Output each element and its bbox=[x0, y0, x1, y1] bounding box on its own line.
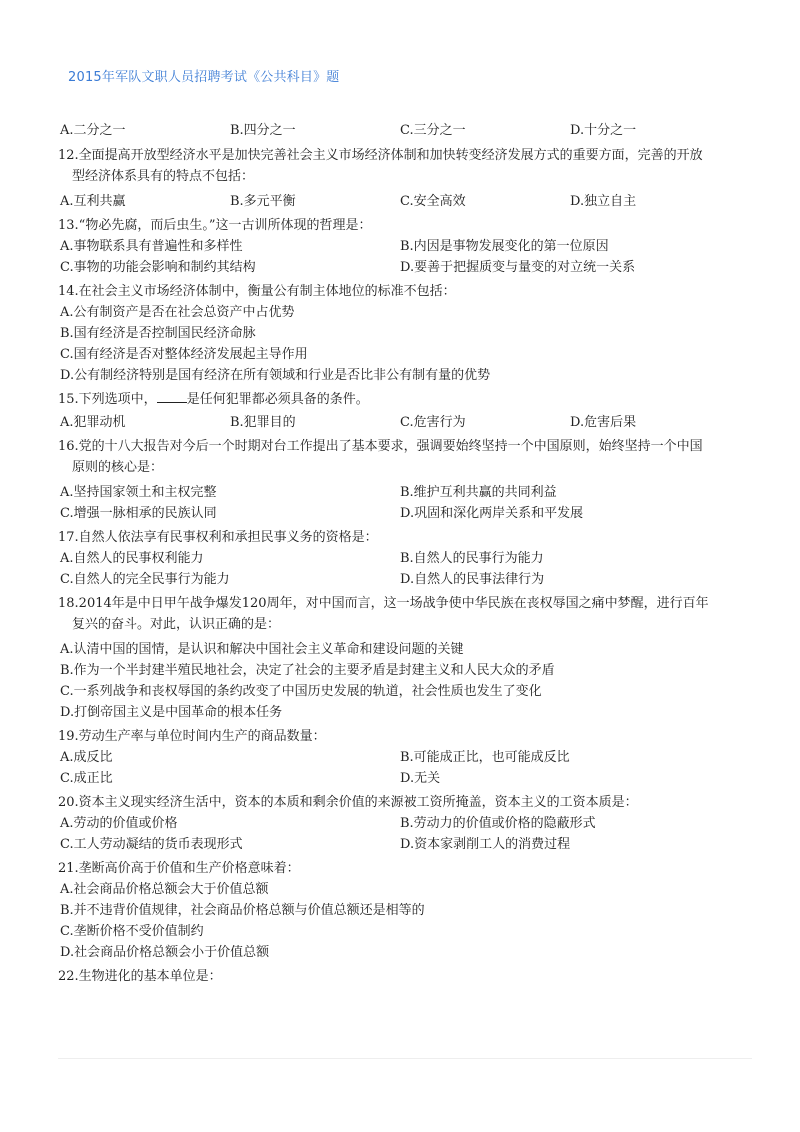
question-stem-line: 18.2014年是中日甲午战争爆发120周年，对中国而言，这一场战争使中华民族在丧权辱国之痛中梦醒，进行百年 bbox=[58, 596, 709, 611]
question-12-stem bbox=[58, 145, 748, 187]
option-b: B.维护互利共赢的共同利益 bbox=[400, 485, 557, 500]
option-c: C.事物的功能会影响和制约其结构 bbox=[60, 260, 256, 275]
option-d: D.打倒帝国主义是中国革命的根本任务 bbox=[60, 705, 283, 720]
question-11-options bbox=[58, 120, 748, 141]
question-19-stem: 19.劳动生产率与单位时间内生产的商品数量： bbox=[58, 729, 326, 744]
option-a: A.自然人的民事权利能力 bbox=[60, 551, 204, 566]
question-16-stem bbox=[58, 436, 748, 478]
question-13-options bbox=[58, 236, 748, 278]
option-c: C.危害行为 bbox=[400, 415, 466, 430]
option-d: D.社会商品价格总额会小于价值总额 bbox=[60, 945, 270, 960]
question-18 bbox=[58, 593, 748, 723]
option-c: C.国有经济是否对整体经济发展起主导作用 bbox=[60, 347, 308, 362]
question-20-options bbox=[58, 813, 748, 855]
document-header-title: 2015年军队文职人员招聘考试《公共科目》题 bbox=[68, 70, 340, 85]
question-18-stem bbox=[58, 593, 748, 635]
question-17-options bbox=[58, 548, 748, 590]
option-a: A.互利共赢 bbox=[60, 194, 126, 209]
question-21 bbox=[58, 858, 748, 963]
option-a: A.犯罪动机 bbox=[60, 415, 126, 430]
option-a: A.坚持国家领土和主权完整 bbox=[60, 485, 217, 500]
question-stem-line: 型经济体系具有的特点不包括： bbox=[72, 169, 255, 184]
question-21-stem: 21.垄断高价高于价值和生产价格意味着： bbox=[58, 861, 300, 876]
option-b: B.并不违背价值规律，社会商品价格总额与价值总额还是相等的 bbox=[60, 903, 425, 918]
option-c: C.工人劳动凝结的货币表现形式 bbox=[60, 837, 243, 852]
question-11 bbox=[58, 120, 748, 141]
option-c: C.成正比 bbox=[60, 771, 113, 786]
option-b: B.作为一个半封建半殖民地社会，决定了社会的主要矛盾是封建主义和人民大众的矛盾 bbox=[60, 663, 555, 678]
option-d: D.巩固和深化两岸关系和平发展 bbox=[400, 506, 584, 521]
option-b: B.自然人的民事行为能力 bbox=[400, 551, 544, 566]
question-12-options bbox=[58, 191, 748, 212]
option-d: D.资本家剥削工人的消费过程 bbox=[400, 837, 571, 852]
question-13-stem: 13.“物必先腐，而后虫生。”这一古训所体现的哲理是： bbox=[58, 218, 372, 233]
question-stem-suffix: 是任何犯罪都必须具备的条件。 bbox=[186, 392, 369, 407]
option-c: C.一系列战争和丧权辱国的条约改变了中国历史发展的轨道，社会性质也发生了变化 bbox=[60, 684, 542, 699]
question-stem-line: 原则的核心是： bbox=[72, 460, 164, 475]
option-a: A.成反比 bbox=[60, 750, 113, 765]
option-d: D.自然人的民事法律行为 bbox=[400, 572, 545, 587]
option-c: C.垄断价格不受价值制约 bbox=[60, 924, 204, 939]
option-d: D.十分之一 bbox=[570, 123, 637, 138]
question-17 bbox=[58, 527, 748, 590]
question-15-options bbox=[58, 412, 748, 433]
answer-blank bbox=[157, 390, 187, 403]
question-22-stem: 22.生物进化的基本单位是： bbox=[58, 969, 222, 984]
option-a: A.认清中国的国情，是认识和解决中国社会主义革命和建设问题的关键 bbox=[60, 642, 464, 657]
question-14 bbox=[58, 281, 748, 386]
question-18-options bbox=[58, 639, 748, 723]
option-b: B.国有经济是否控制国民经济命脉 bbox=[60, 326, 256, 341]
option-d: D.危害后果 bbox=[570, 415, 637, 430]
question-15 bbox=[58, 389, 748, 433]
question-stem-line: 16.党的十八大报告对今后一个时期对台工作提出了基本要求，强调要始终坚持一个中国原则，始终坚持一个中国 bbox=[58, 439, 703, 454]
question-19 bbox=[58, 726, 748, 789]
question-20 bbox=[58, 792, 748, 855]
question-14-options bbox=[58, 302, 748, 386]
option-a: A.事物联系具有普遍性和多样性 bbox=[60, 239, 243, 254]
option-a: A.公有制资产是否在社会总资产中占优势 bbox=[60, 305, 295, 320]
option-a: A.社会商品价格总额会大于价值总额 bbox=[60, 882, 269, 897]
option-d: D.公有制经济特别是国有经济在所有领域和行业是否比非公有制有量的优势 bbox=[60, 368, 491, 383]
page-divider bbox=[58, 1058, 752, 1059]
option-c: C.三分之一 bbox=[400, 123, 466, 138]
option-c: C.增强一脉相承的民族认同 bbox=[60, 506, 217, 521]
option-b: B.劳动力的价值或价格的隐蔽形式 bbox=[400, 816, 596, 831]
option-a: A.劳动的价值或价格 bbox=[60, 816, 178, 831]
question-15-stem bbox=[58, 389, 748, 410]
question-16-options bbox=[58, 482, 748, 524]
option-b: B.四分之一 bbox=[230, 123, 296, 138]
option-b: B.内因是事物发展变化的第一位原因 bbox=[400, 239, 609, 254]
option-a: A.二分之一 bbox=[60, 123, 126, 138]
question-13 bbox=[58, 215, 748, 278]
option-d: D.无关 bbox=[400, 771, 441, 786]
option-c: C.自然人的完全民事行为能力 bbox=[60, 572, 230, 587]
question-19-options bbox=[58, 747, 748, 789]
question-12 bbox=[58, 145, 748, 212]
question-14-stem: 14.在社会主义市场经济体制中，衡量公有制主体地位的标准不包括： bbox=[58, 284, 456, 299]
option-c: C.安全高效 bbox=[400, 194, 466, 209]
question-16 bbox=[58, 436, 748, 524]
question-list bbox=[58, 120, 748, 990]
question-21-options bbox=[58, 879, 748, 963]
option-b: B.犯罪目的 bbox=[230, 415, 296, 430]
option-b: B.多元平衡 bbox=[230, 194, 296, 209]
option-d: D.要善于把握质变与量变的对立统一关系 bbox=[400, 260, 636, 275]
question-20-stem: 20.资本主义现实经济生活中，资本的本质和剩余价值的来源被工资所掩盖，资本主义的工资本质是： bbox=[58, 795, 638, 810]
question-17-stem: 17.自然人依法享有民事权利和承担民事义务的资格是： bbox=[58, 530, 378, 545]
question-stem-prefix: 15.下列选项中， bbox=[58, 392, 157, 407]
question-stem-line: 复兴的奋斗。对此，认识正确的是： bbox=[72, 617, 281, 632]
option-b: B.可能成正比，也可能成反比 bbox=[400, 750, 570, 765]
option-d: D.独立自主 bbox=[570, 194, 637, 209]
question-22 bbox=[58, 966, 748, 987]
question-stem-line: 12.全面提高开放型经济水平是加快完善社会主义市场经济体制和加快转变经济发展方式的重要方面，完善的开放 bbox=[58, 148, 703, 163]
